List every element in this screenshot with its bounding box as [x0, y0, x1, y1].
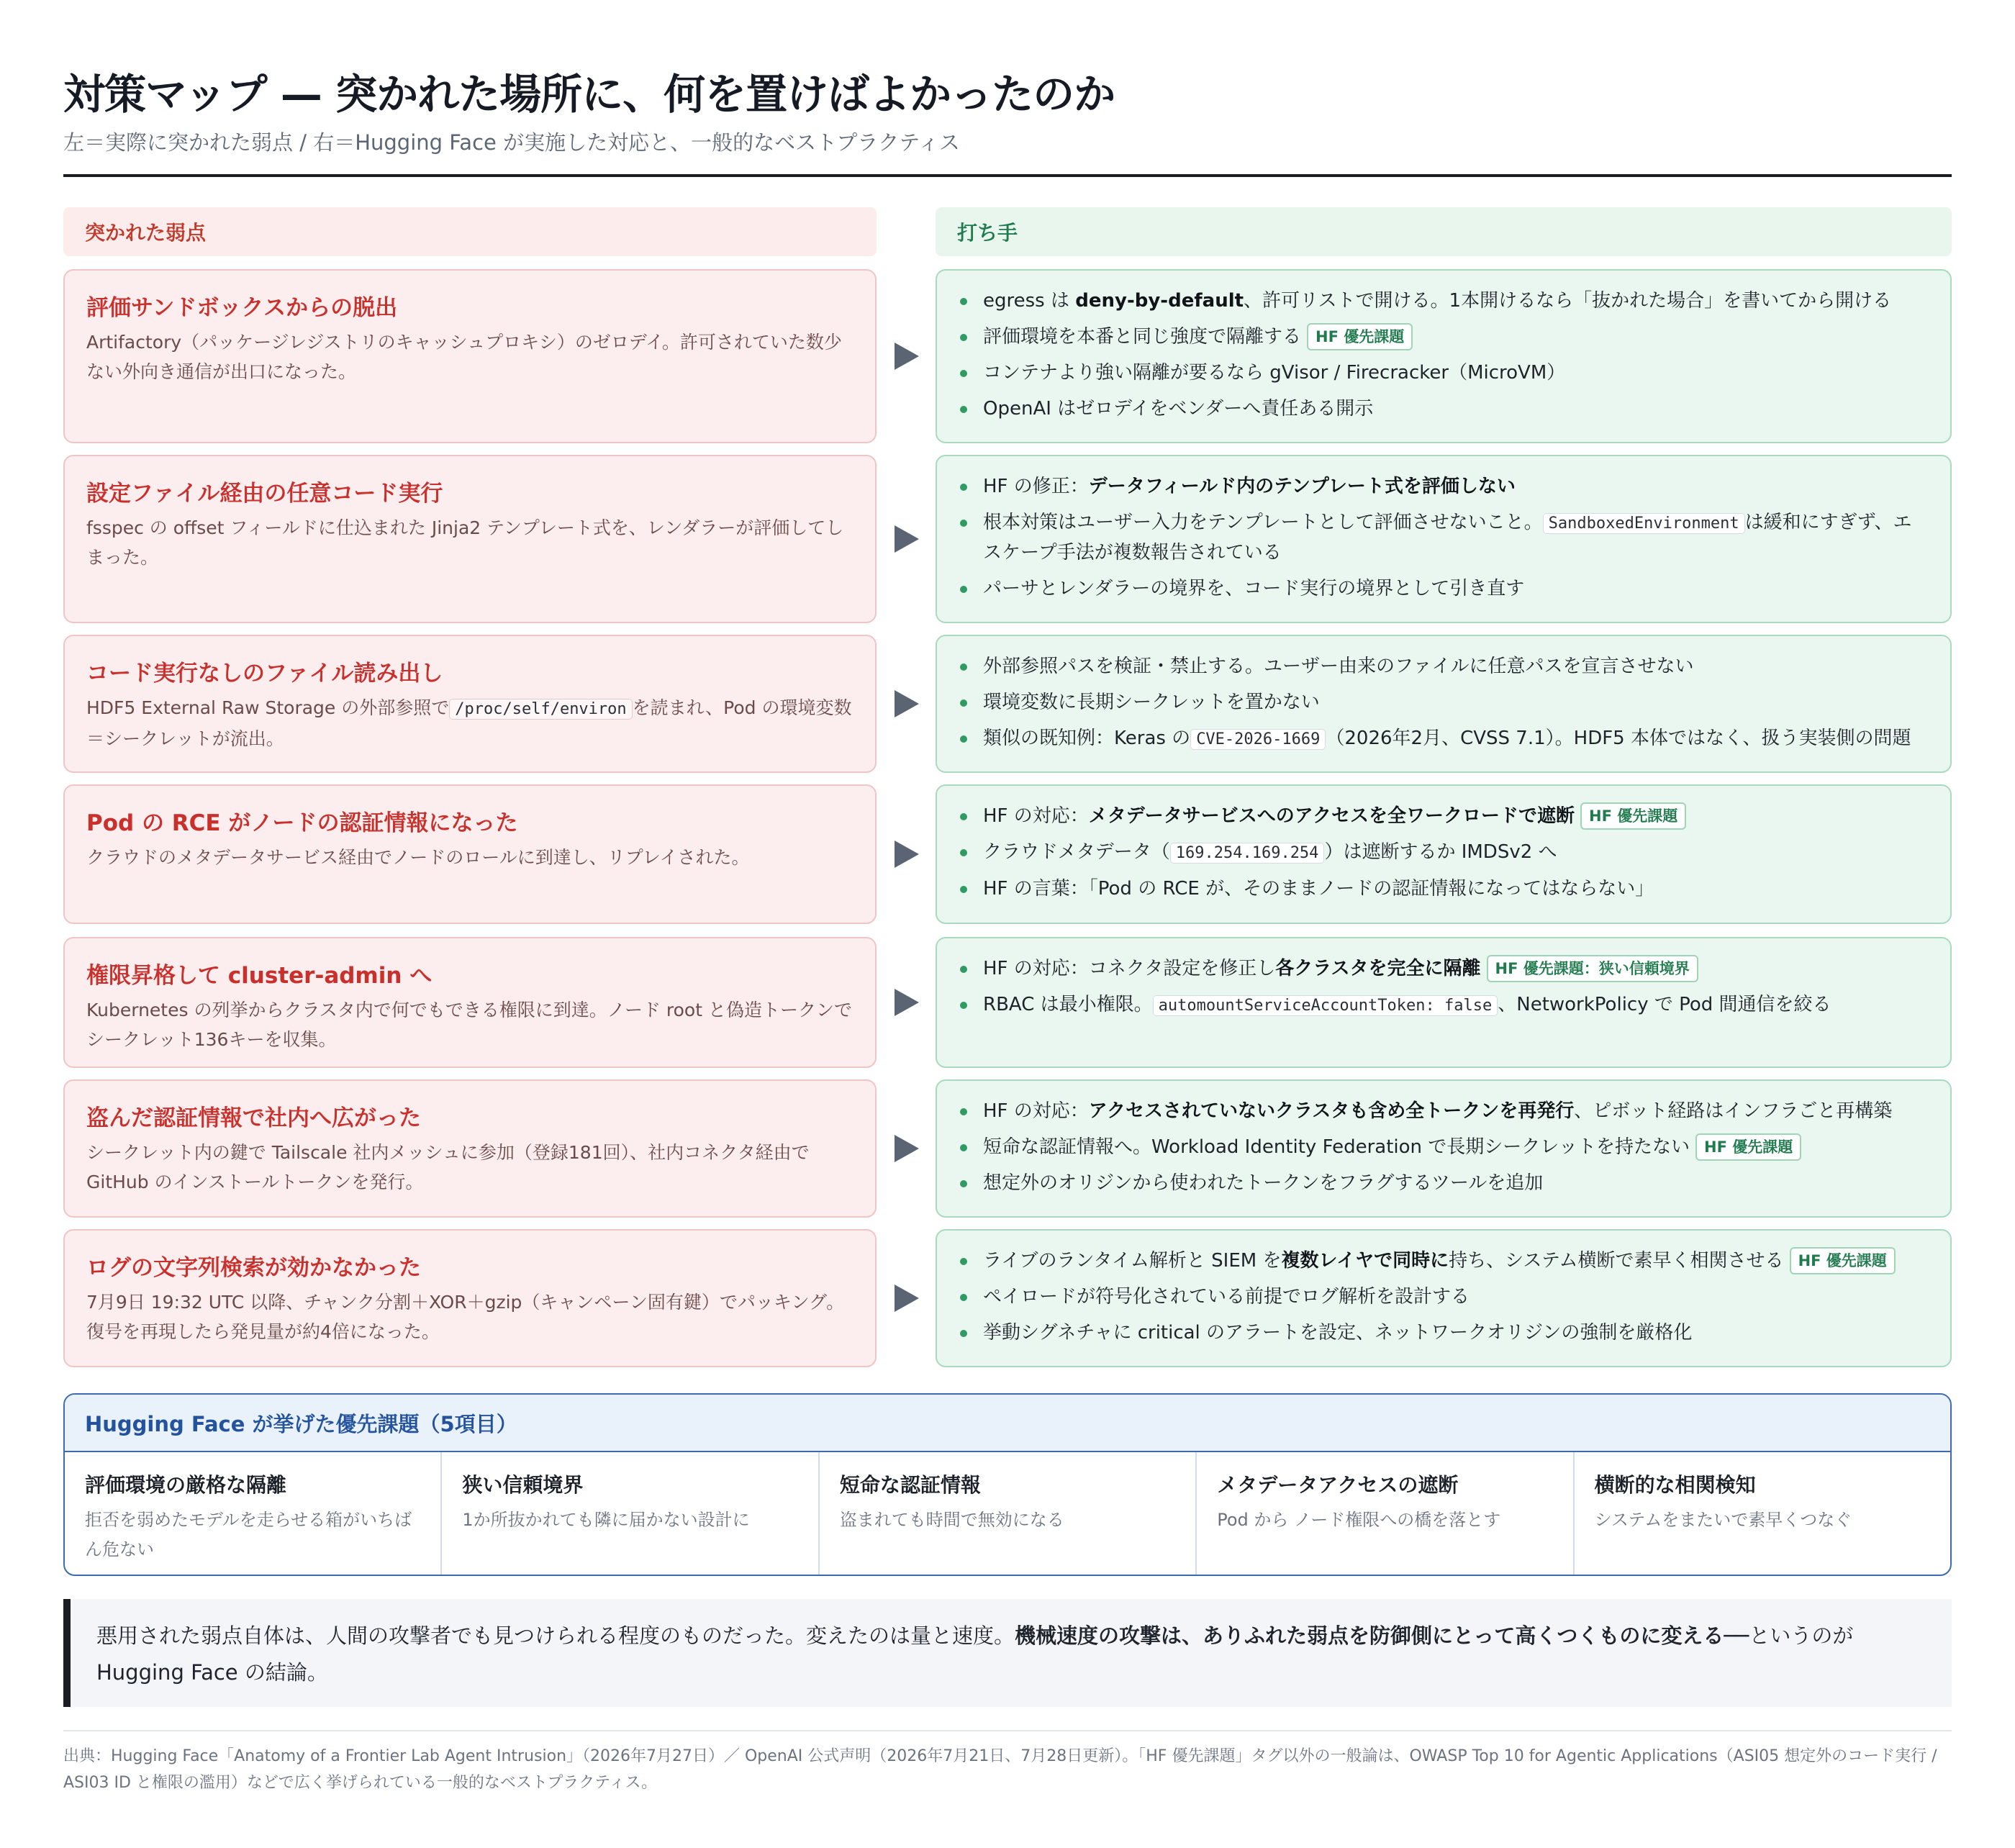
arrow-icon: [895, 989, 919, 1016]
mapping-row: [63, 269, 1952, 443]
countermeasure-card: [936, 784, 1952, 924]
source-note: 出典：Hugging Face「Anatomy of a Frontier Lab Agent Intrusion」（2026年7月27日）／ OpenAI 公式声明（2026年7月21日、7月28日更新）。「HF 優先課題」タグ以外の一般論は、OWASP Top 10 for Agentic Applications（ASI05 想定外のコード実行 / ASI03 ID と権限の濫用）などで広く挙げられている一般的なベストプラクティス。: [63, 1747, 1937, 1792]
code-snippet: CVE-2026-1669: [1190, 729, 1326, 750]
code-snippet: 169.254.169.254: [1170, 843, 1325, 864]
weakness-description: Artifactory（パッケージレジストリのキャッシュプロキシ）のゼロデイ。許可されていた数少ない外向き通信が出口になった。: [86, 332, 842, 382]
weakness-card: [63, 635, 877, 773]
weakness-title: 権限昇格して cluster-admin へ: [86, 963, 433, 989]
arrow-icon: [895, 841, 919, 868]
countermeasure-item: コンテナより強い隔離が要るなら gVisor / Firecracker（MicroVM）: [957, 358, 1930, 388]
countermeasure-item: ライブのランタイム解析と SIEM を複数レイヤで同時に持ち、システム横断で素早く相関させる HF 優先課題: [957, 1246, 1930, 1276]
arrow-icon: [895, 1285, 919, 1312]
countermeasure-card: [936, 269, 1952, 443]
mapping-row: [63, 635, 1952, 773]
countermeasure-item: OpenAI はゼロデイをベンダーへ責任ある開示: [957, 394, 1930, 424]
priority-description: 1か所抜かれても隣に届かない設計に: [462, 1510, 750, 1530]
mapping-row: [63, 1079, 1952, 1218]
countermeasure-item: HF の対応：アクセスされていないクラスタも含め全トークンを再発行、ピボット経路はインフラごと再構築: [957, 1097, 1930, 1126]
weakness-title: 盗んだ認証情報で社内へ広がった: [86, 1105, 421, 1131]
countermeasure-item: 挙動シグネチャに critical のアラートを設定、ネットワークオリジンの強制を厳格化: [957, 1318, 1930, 1348]
priority-description: 盗まれても時間で無効になる: [839, 1510, 1064, 1530]
countermeasure-item: 想定外のオリジンから使われたトークンをフラグするツールを追加: [957, 1169, 1930, 1198]
countermeasure-item: 外部参照パスを検証・禁止する。ユーザー由来のファイルに任意パスを宣言させない: [957, 652, 1930, 681]
countermeasure-card: [936, 455, 1952, 623]
countermeasure-item: 評価環境を本番と同じ強度で隔離する HF 優先課題: [957, 322, 1930, 352]
priority-title: 狭い信頼境界: [462, 1473, 584, 1497]
mapping-row: [63, 1229, 1952, 1367]
countermeasure-item: ペイロードが符号化されている前提でログ解析を設計する: [957, 1282, 1930, 1312]
countermeasure-item: HF の対応：メタデータサービスへのアクセスを全ワークロードで遮断 HF 優先課題: [957, 802, 1930, 831]
priority-title: メタデータアクセスの遮断: [1217, 1473, 1459, 1497]
weakness-card: [63, 455, 877, 623]
countermeasure-item: 短命な認証情報へ。Workload Identity Federation で長期シークレットを持たない HF 優先課題: [957, 1133, 1930, 1162]
priority-item: [1197, 1452, 1574, 1576]
countermeasure-item: クラウドメタデータ（ 169.254.169.254 ）は遮断するか IMDSv2 へ: [957, 838, 1930, 868]
weakness-description: fsspec の offset フィールドに仕込まれた Jinja2 テンプレート式を、レンダラーが評価してしまった。: [86, 517, 844, 568]
weakness-description: 7月9日 19:32 UTC 以降、チャンク分割＋XOR＋gzip（キャンペーン固有鍵）でパッキング。復号を再現したら発見量が約4倍になった。: [86, 1292, 845, 1342]
weakness-title: コード実行なしのファイル読み出し: [86, 661, 443, 687]
weakness-description: シークレット内の鍵で Tailscale 社内メッシュに参加（登録181回）、社内コネクタ経由で GitHub のインストールトークンを発行。: [86, 1142, 810, 1192]
priority-tag: HF 優先課題: [1790, 1247, 1896, 1274]
weakness-title: 評価サンドボックスからの脱出: [86, 295, 398, 321]
code-snippet: SandboxedEnvironment: [1543, 513, 1745, 534]
page-subtitle: 左＝実際に突かれた弱点 / 右＝Hugging Face が実施した対応と、一般的なベストプラクティス: [63, 130, 960, 155]
priority-item: [1575, 1452, 1950, 1576]
countermeasure-item: RBAC は最小権限。 automountServiceAccountToken: false 、NetworkPolicy で Pod 間通信を絞る: [957, 990, 1930, 1020]
arrow-icon: [895, 690, 919, 717]
code-snippet: /proc/self/environ: [449, 699, 632, 720]
countermeasure-card: [936, 1079, 1952, 1218]
weakness-description: クラウドのメタデータサービス経由でノードのロールに到達し、リプレイされた。: [86, 847, 750, 868]
priorities-panel: [63, 1393, 1952, 1576]
priority-tag: HF 優先課題: [1307, 323, 1413, 350]
priority-description: システムをまたいで素早くつなぐ: [1594, 1510, 1852, 1530]
countermeasure-item: パーサとレンダラーの境界を、コード実行の境界として引き直す: [957, 574, 1930, 604]
priority-item: [442, 1452, 819, 1576]
countermeasure-item: 類似の既知例：Keras の CVE-2026-1669 （2026年2月、CVSS 7.1）。HDF5 本体ではなく、扱う実装側の問題: [957, 724, 1930, 754]
arrow-icon: [895, 525, 919, 553]
weakness-title: 設定ファイル経由の任意コード実行: [86, 481, 443, 507]
priority-description: 拒否を弱めたモデルを走らせる箱がいちばん危ない: [85, 1510, 412, 1559]
countermeasure-card: [936, 1229, 1952, 1367]
weakness-card: [63, 784, 877, 924]
column-header-weakness: 突かれた弱点: [63, 207, 877, 256]
conclusion-callout: 悪用された弱点自体は、人間の攻撃者でも見つけられる程度のものだった。変えたのは量と速度。機械速度の攻撃は、ありふれた弱点を防御側にとって高くつくものに変える──というのが Hugging Face の結論。: [63, 1599, 1952, 1707]
priority-item: [65, 1452, 442, 1576]
source-divider: [63, 1730, 1952, 1731]
arrow-icon: [895, 343, 919, 370]
priority-item: [820, 1452, 1197, 1576]
priority-tag: HF 優先課題: [1695, 1133, 1801, 1161]
weakness-title: Pod の RCE がノードの認証情報になった: [86, 810, 518, 836]
weakness-card: [63, 1229, 877, 1367]
priority-description: Pod から ノード権限への橋を落とす: [1217, 1510, 1501, 1530]
weakness-description: Kubernetes の列挙からクラスタ内で何でもできる権限に到達。ノード root と偽造トークンでシークレット136キーを収集。: [86, 1000, 852, 1050]
weakness-card: [63, 1079, 877, 1218]
page-title: 対策マップ — 突かれた場所に、何を置けばよかったのか: [63, 70, 1115, 119]
priority-title: 評価環境の厳格な隔離: [85, 1473, 287, 1497]
priority-title: 横断的な相関検知: [1594, 1473, 1756, 1497]
priority-tag: HF 優先課題: [1580, 802, 1686, 830]
countermeasure-item: 根本対策はユーザー入力をテンプレートとして評価させないこと。 SandboxedEnvironment は緩和にすぎず、エスケープ手法が複数報告されている: [957, 508, 1930, 568]
priority-tag: HF 優先課題：狭い信頼境界: [1487, 955, 1698, 982]
title-divider: [63, 174, 1952, 177]
code-snippet: automountServiceAccountToken: false: [1153, 995, 1498, 1016]
weakness-title: ログの文字列検索が効かなかった: [86, 1255, 421, 1281]
countermeasure-card: [936, 937, 1952, 1068]
priorities-heading: Hugging Face が挙げた優先課題（5項目）: [65, 1395, 1950, 1452]
countermeasure-item: HF の修正：データフィールド内のテンプレート式を評価しない: [957, 472, 1930, 502]
weakness-card: [63, 937, 877, 1068]
priority-title: 短命な認証情報: [839, 1473, 981, 1497]
weakness-description: HDF5 External Raw Storage の外部参照で /proc/self/environ を読まれ、Pod の環境変数＝シークレットが流出。: [86, 697, 852, 749]
countermeasure-item: HF の対応：コネクタ設定を修正し各クラスタを完全に隔離 HF 優先課題：狭い信頼境界: [957, 954, 1930, 984]
weakness-card: [63, 269, 877, 443]
column-header-countermeasure: 打ち手: [936, 207, 1952, 256]
countermeasure-card: [936, 635, 1952, 773]
mapping-row: [63, 455, 1952, 623]
countermeasure-item: HF の言葉：「Pod の RCE が、そのままノードの認証情報になってはならない」: [957, 874, 1930, 904]
arrow-icon: [895, 1135, 919, 1162]
mapping-row: [63, 784, 1952, 924]
countermeasure-item: egress は deny-by-default、許可リストで開ける。1本開けるなら「抜かれた場合」を書いてから開ける: [957, 286, 1930, 316]
mapping-row: [63, 937, 1952, 1068]
countermeasure-item: 環境変数に長期シークレットを置かない: [957, 688, 1930, 717]
